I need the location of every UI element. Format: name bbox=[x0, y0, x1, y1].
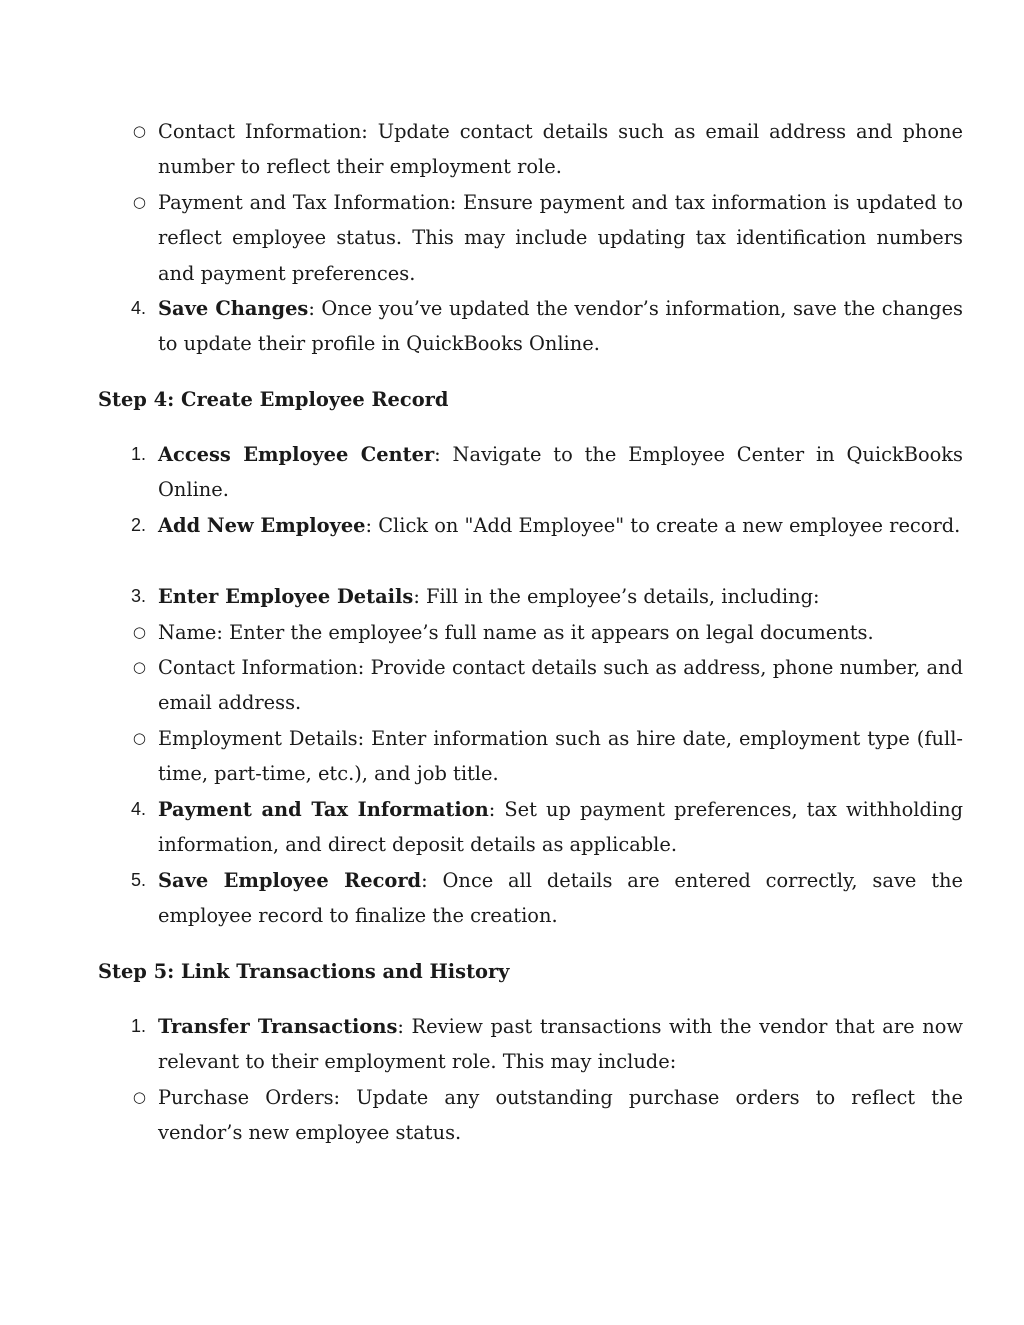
bullet-marker: ○ bbox=[132, 193, 146, 211]
list-item-text: Access Employee Center: Navigate to the Employee Center in QuickBooks Online. bbox=[158, 443, 963, 502]
list-item-text: Save Changes: Once you’ve updated the vendor’s information, save the changes to update their profile in QuickBooks Online. bbox=[158, 297, 963, 356]
bullet-marker: ○ bbox=[132, 658, 146, 676]
list-item-text: Purchase Orders: Update any outstanding purchase orders to reflect the vendor’s new employee status. bbox=[158, 1086, 963, 1145]
bullet-marker: ○ bbox=[132, 1088, 146, 1106]
bullet-marker: ○ bbox=[132, 122, 146, 140]
list-item-text: Contact Information: Update contact details such as email address and phone number to reflect their employment role. bbox=[158, 120, 963, 179]
number-marker: 2. bbox=[130, 515, 146, 535]
list-item-text: Employment Details: Enter information such as hire date, employment type (full-time, part-time, etc.), and job title. bbox=[158, 727, 963, 786]
list-item-text: Transfer Transactions: Review past transactions with the vendor that are now relevant to their employment role. This may include: bbox=[158, 1015, 963, 1074]
number-marker: 1. bbox=[130, 1016, 146, 1036]
list-item-text: Save Employee Record: Once all details are entered correctly, save the employee record to finalize the creation. bbox=[158, 869, 963, 928]
bullet-marker: ○ bbox=[132, 623, 146, 641]
number-marker: 4. bbox=[130, 298, 146, 318]
number-marker: 4. bbox=[130, 799, 146, 819]
list-item-text: Contact Information: Provide contact details such as address, phone number, and email address. bbox=[158, 656, 963, 715]
list-item-text: Payment and Tax Information: Ensure payment and tax information is updated to reflect employee status. This may include updating tax identification numbers and payment preferences. bbox=[158, 191, 963, 285]
number-marker: 1. bbox=[130, 444, 146, 464]
list-item-text: Payment and Tax Information: Set up payment preferences, tax withholding information, and direct deposit details as applicable. bbox=[158, 798, 963, 857]
list-item-text: Add New Employee: Click on "Add Employee" to create a new employee record. bbox=[158, 514, 961, 537]
section-heading: Step 4: Create Employee Record bbox=[98, 388, 449, 411]
number-marker: 3. bbox=[130, 586, 146, 606]
number-marker: 5. bbox=[130, 870, 146, 890]
section-heading: Step 5: Link Transactions and History bbox=[98, 960, 510, 983]
bullet-marker: ○ bbox=[132, 729, 146, 747]
list-item-text: Enter Employee Details: Fill in the employee’s details, including: bbox=[158, 585, 820, 608]
list-item-text: Name: Enter the employee’s full name as it appears on legal documents. bbox=[158, 621, 874, 644]
